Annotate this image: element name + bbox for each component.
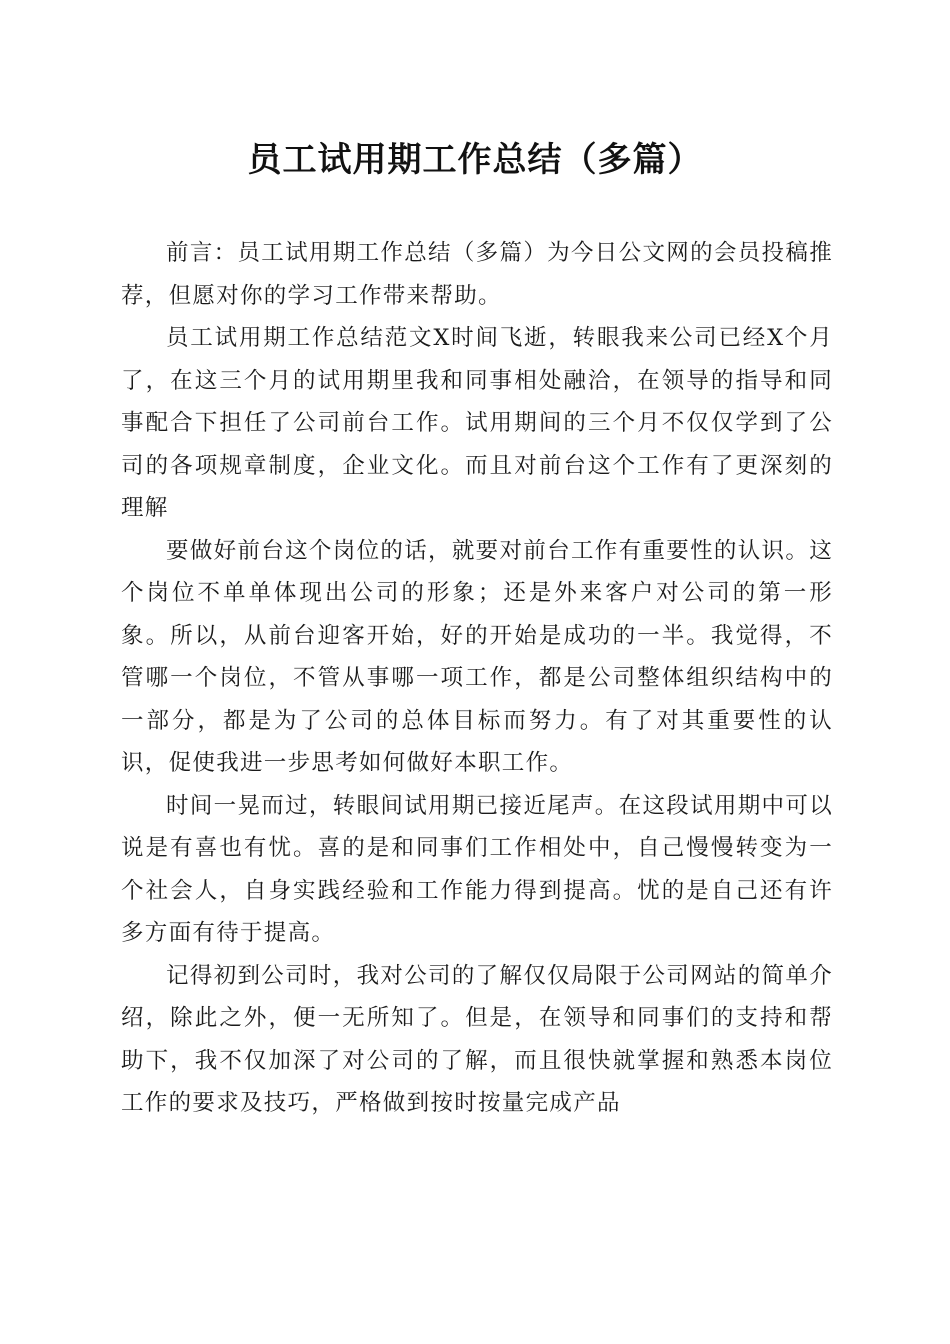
paragraph-preface: 前言：员工试用期工作总结（多篇）为今日公文网的会员投稿推荐，但愿对你的学习工作带来帮助。: [121, 240, 833, 309]
paragraph-probation-reflection: 时间一晃而过，转眼间试用期已接近尾声。在这段试用期中可以说是有喜也有忧。喜的是和同事们工作相处中，自己慢慢转变为一个社会人，自身实践经验和工作能力得到提高。忧的是自己还有许多方面有待于提高。: [121, 792, 833, 946]
paragraph-company-learning: 记得初到公司时，我对公司的了解仅仅局限于公司网站的简单介绍，除此之外，便一无所知了。但是，在领导和同事们的支持和帮助下，我不仅加深了对公司的了解，而且很快就掌握和熟悉本岗位工作的要求及技巧，严格做到按时按量完成产品: [121, 962, 833, 1116]
document-body: [121, 232, 833, 1125]
document-title: 员工试用期工作总结（多篇）: [247, 140, 703, 180]
paragraph-reception-role: 要做好前台这个岗位的话，就要对前台工作有重要性的认识。这个岗位不单单体现出公司的形象；还是外来客户对公司的第一形象。所以，从前台迎客开始，好的开始是成功的一半。我觉得，不管哪一个岗位，不管从事哪一项工作，都是公司整体组织结构中的一部分，都是为了公司的总体目标而努力。有了对其重要性的认识，促使我进一步思考如何做好本职工作。: [121, 537, 833, 776]
paragraph-intro: 员工试用期工作总结范文X时间飞逝，转眼我来公司已经X个月了，在这三个月的试用期里我和同事相处融洽，在领导的指导和同事配合下担任了公司前台工作。试用期间的三个月不仅仅学到了公司的各项规章制度，企业文化。而且对前台这个工作有了更深刻的理解: [121, 325, 833, 521]
